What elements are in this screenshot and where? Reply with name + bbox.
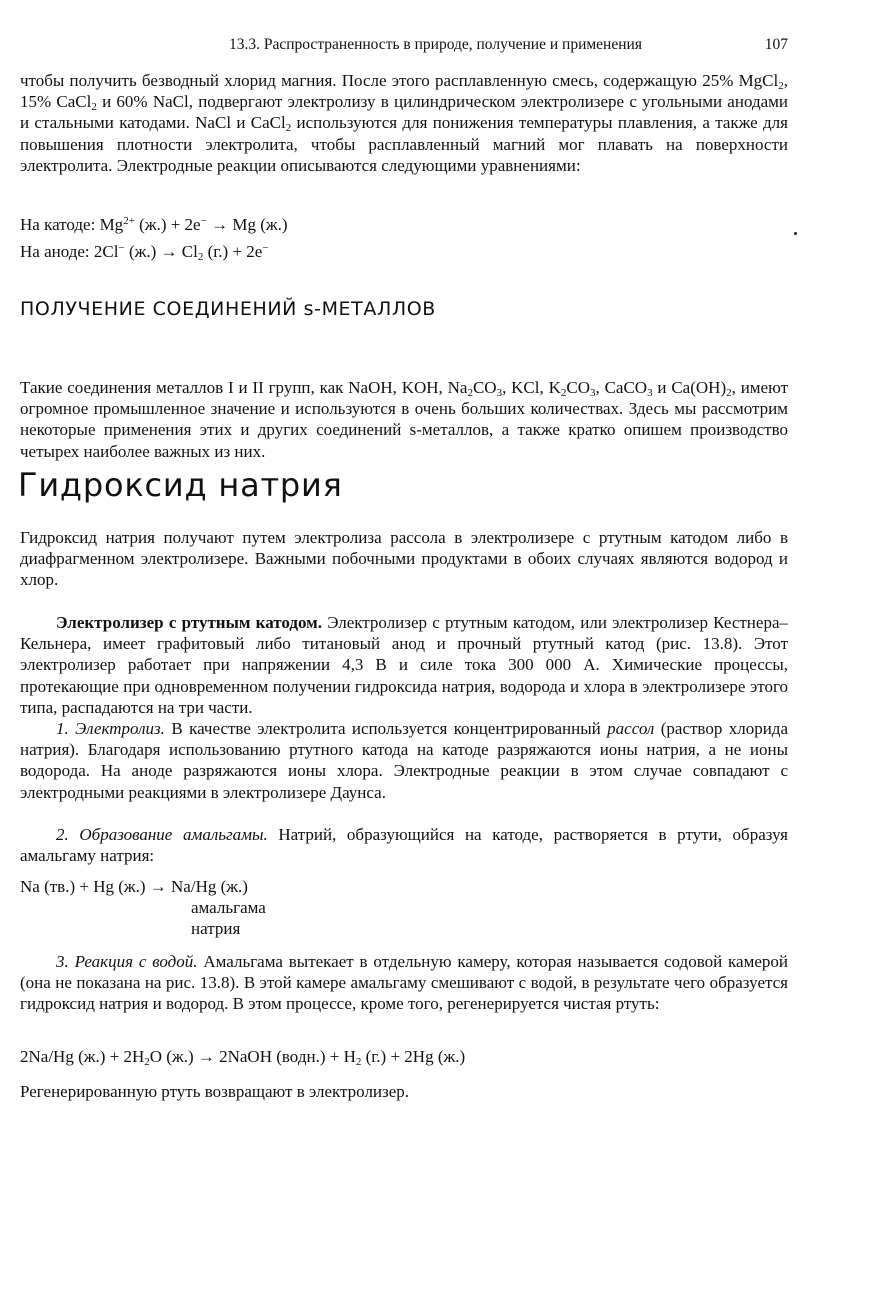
text-run: Такие соединения металлов I и II групп, как NaOH, KOH, Na [20,378,468,397]
text-run: Амальгама вытекает в отдельную камеру, которая называется содовой камерой (она не показана на рис. 13.8). В этой камере амальгаму смешивают с водой, в результате чего образуется гидроксид натрия и водород. В этом процессе, кроме того, регенерируется чистая ртуть: [20,952,788,1014]
text-run: используются для понижения температуры плавления, а также для повышения плотности электролита, чтобы расплавленный магний мог плавать на поверхности электролита. Электродные реакции описываются следующими уравнениями: [20,113,788,175]
text-run: чтобы получить безводный хлорид магния. После этого расплавленную смесь, содержащую 25% MgCl [20,71,779,90]
text-run: → Mg (ж.) [206,215,288,234]
subscript: 2 [560,387,567,399]
text-run: На катоде: Mg [20,215,124,234]
text-run: (г.) + 2Hg (ж.) [361,1047,466,1066]
page-title: Гидроксид натрия [18,466,343,504]
text-run: , имеют огромное промышленное значение и используются в очень больших количествах. Здесь мы рассмотрим некоторые применения этих и других соединений s-металлов, а также кратко опишем производство четырех наиболее важных из них. [20,378,788,461]
subscript: 2 [467,387,473,399]
subscript: 2 [726,387,732,399]
text-run: Электролизер с ртутным катодом, или электролизер Кестнера–Кельнера, имеет графитовый либо титановый анод и прочный ртутный катод (рис. 13.8). Этот электролизер работает при напряжении 4,3 В и силе тока 300 000 А. Химические процессы, протекающие при одновременном получении гидроксида натрия, водорода и хлора в электролизере этого типа, распадаются на три части. [20,613,788,717]
subscript: 2 [144,1056,150,1068]
step-title: Реакция с водой. [74,952,198,971]
text-run: 2Na/Hg (ж.) + 2H [20,1047,145,1066]
subscript: 3 [496,387,503,399]
superscript: − [200,215,207,227]
text-run: и 60% NaCl, подвергают электролизу в цилиндрическом электролизере с угольными анодами и стальными катодами. NaCl и CaCl [20,92,788,133]
text-run: Натрий, образующийся на катоде, растворяется в ртути, образуя амальгаму натрия: [20,825,788,866]
section-heading: ПОЛУЧЕНИЕ СОЕДИНЕНИЙ s-МЕТАЛЛОВ [20,298,436,320]
superscript: − [118,242,125,254]
equation-cathode [20,214,788,235]
equation-anode [20,241,788,262]
subscript: 2 [355,1056,362,1068]
naoh-intro-paragraph: Гидроксид натрия получают путем электролиза рассола в электролизере с ртутным катодом либо в диафрагменном электролизере. Важными побочными продуктами в обоих случаях являются водород и хлор. [20,528,788,590]
step-title: Образование амальгамы. [79,825,268,844]
equation-amalgam: Na (тв.) + Hg (ж.) → Na/Hg (ж.) [20,877,248,896]
text-run: , 15% CaCl [20,71,788,112]
subscript: 2 [197,251,204,263]
subscript: 3 [647,387,653,399]
equation-water [20,1046,788,1067]
section-paragraph [20,377,788,462]
subscript: 3 [589,387,596,399]
step-water-reaction [20,951,788,1015]
mercury-cell-paragraph [20,612,788,718]
superscript: − [262,242,269,254]
superscript: 2+ [123,215,135,227]
step-electrolysis [20,718,788,803]
step-title: Электролиз. [75,719,165,738]
step-number: 1. [56,719,69,738]
text-run: CO [472,378,497,397]
text-run: (раствор хлорида натрия). Благодаря использованию ртутного катода на катоде разряжаются ионы натрия, а не ионы водорода. На аноде разряжаются ионы хлора. Электродные реакции в этом случае совпадают с электродными реакциями в электролизере Даунса. [20,719,788,802]
subscript: 2 [778,80,784,92]
text-run: и Ca(OH) [652,378,727,397]
page-number: 107 [764,36,788,53]
text-run: (г.) + 2e [203,242,263,261]
subscript: 2 [285,122,292,135]
step-number: 2. [56,825,69,844]
text-run: В качестве электролита используется концентрированный [164,719,608,738]
text-run: (ж.) → Cl [124,242,198,261]
bold-lead: Электролизер с ртутным катодом. [56,613,323,632]
step-number: 3. [56,952,69,971]
text-run: O (ж.) → 2NaOH (водн.) + H [149,1047,356,1066]
subscript: 2 [91,101,97,114]
amalgam-label-line2: натрия [191,919,241,938]
text-run: , KCl, K [502,378,561,397]
text-run: На аноде: 2Cl [20,242,119,261]
running-title: 13.3. Распространенность в природе, получение и применения [229,36,642,53]
intro-paragraph [20,70,788,176]
text-run: (ж.) + 2e [134,215,201,234]
italic-term: рассол [607,719,655,738]
text-run: CO [566,378,590,397]
closing-sentence: Регенерированную ртуть возвращают в электролизер. [20,1082,410,1101]
stray-dot [794,232,797,235]
step-amalgam [20,824,788,866]
text-run: , CaCO [595,378,648,397]
amalgam-label-line1: амальгама [191,898,266,917]
